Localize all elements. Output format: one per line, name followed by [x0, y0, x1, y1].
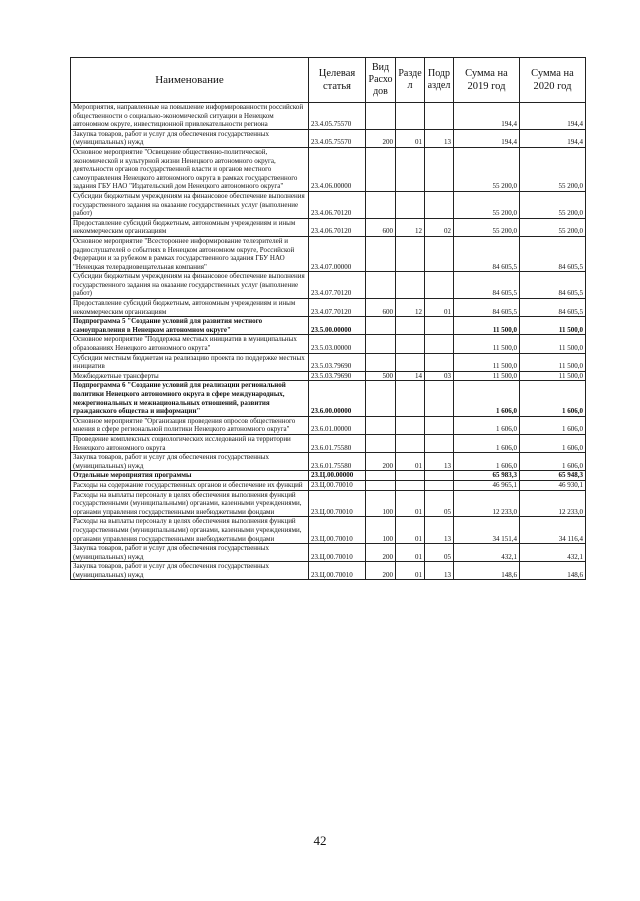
row-subsection [425, 381, 454, 416]
row-section: 01 [396, 562, 425, 580]
table-row [71, 317, 586, 335]
row-expense-kind: 100 [366, 517, 396, 544]
row-expense-kind: 200 [366, 453, 396, 471]
row-target-code: 23.Ц.00.70010 [309, 517, 366, 544]
row-name: Расходы на выплаты персоналу в целях обеспечения выполнения функций государственными (муниципальными) органами, казенными учреждениями, органами управления государственными внебюджетными фондами [71, 517, 309, 544]
row-subsection: 13 [425, 517, 454, 544]
row-name: Межбюджетные трансферты [71, 371, 309, 381]
row-subsection [425, 480, 454, 490]
row-expense-kind [366, 353, 396, 371]
row-section [396, 147, 425, 191]
row-name: Закупка товаров, работ и услуг для обеспечения государственных (муниципальных) нужд [71, 129, 309, 147]
row-sum-2020: 11 500,0 [520, 317, 586, 335]
row-subsection: 13 [425, 562, 454, 580]
row-section: 01 [396, 490, 425, 517]
row-sum-2020: 55 200,0 [520, 147, 586, 191]
row-sum-2019: 1 606,0 [454, 381, 520, 416]
row-sum-2020: 11 500,0 [520, 371, 586, 381]
row-name: Основное мероприятие "Поддержка местных инициатив в муниципальных образованиях Ненецкого автономного округа" [71, 335, 309, 353]
row-expense-kind [366, 381, 396, 416]
table-row [71, 562, 586, 580]
table-row [71, 371, 586, 381]
row-sum-2020: 34 116,4 [520, 517, 586, 544]
table-row [71, 236, 586, 271]
row-target-code: 23.5.00.00000 [309, 317, 366, 335]
row-sum-2019: 11 500,0 [454, 371, 520, 381]
row-target-code: 23.Ц.00.00000 [309, 471, 366, 481]
row-target-code: 23.Ц.00.70010 [309, 562, 366, 580]
row-sum-2019: 12 233,0 [454, 490, 520, 517]
row-sum-2019: 84 605,5 [454, 272, 520, 299]
row-section [396, 191, 425, 218]
header-kind: Вид Расхо дов [366, 58, 396, 103]
row-sum-2019: 194,4 [454, 129, 520, 147]
row-name: Предоставление субсидий бюджетным, автономным учреждениям и иным некоммерческим организациям [71, 299, 309, 317]
row-sum-2019: 46 965,1 [454, 480, 520, 490]
row-sum-2019: 11 500,0 [454, 335, 520, 353]
row-section [396, 236, 425, 271]
row-target-code: 23.5.03.00000 [309, 335, 366, 353]
row-sum-2020: 148,6 [520, 562, 586, 580]
row-sum-2019: 11 500,0 [454, 317, 520, 335]
row-name: Отдельные мероприятия программы [71, 471, 309, 481]
row-target-code: 23.5.03.79690 [309, 371, 366, 381]
row-section [396, 103, 425, 130]
row-name: Подпрограмма 6 "Создание условий для реализации региональной политики Ненецкого автономного округа в сфере международных, межрегиональных и межнациональных отношений, развития гражданского общества и информации" [71, 381, 309, 416]
row-subsection [425, 353, 454, 371]
table-row [71, 381, 586, 416]
row-section: 01 [396, 517, 425, 544]
row-section: 01 [396, 129, 425, 147]
header-subsection: Подр аздел [425, 58, 454, 103]
row-subsection [425, 236, 454, 271]
row-sum-2020: 432,1 [520, 544, 586, 562]
row-section [396, 381, 425, 416]
row-sum-2019: 1 606,0 [454, 416, 520, 434]
row-sum-2020: 65 948,3 [520, 471, 586, 481]
row-expense-kind: 200 [366, 129, 396, 147]
row-target-code: 23.4.07.00000 [309, 236, 366, 271]
row-sum-2019: 84 605,5 [454, 299, 520, 317]
row-target-code: 23.4.06.70120 [309, 191, 366, 218]
row-section [396, 471, 425, 481]
table-row [71, 129, 586, 147]
row-section [396, 480, 425, 490]
row-section [396, 335, 425, 353]
row-target-code: 23.5.03.79690 [309, 353, 366, 371]
row-target-code: 23.6.01.00000 [309, 416, 366, 434]
row-subsection [425, 471, 454, 481]
row-sum-2019: 1 606,0 [454, 453, 520, 471]
row-name: Расходы на выплаты персоналу в целях обеспечения выполнения функций государственными (муниципальными) органами, казенными учреждениями, органами управления государственными внебюджетными фондами [71, 490, 309, 517]
row-target-code: 23.6.01.75580 [309, 434, 366, 452]
row-name: Закупка товаров, работ и услуг для обеспечения государственных (муниципальных) нужд [71, 453, 309, 471]
row-subsection [425, 103, 454, 130]
row-sum-2019: 84 605,5 [454, 236, 520, 271]
row-sum-2019: 194,4 [454, 103, 520, 130]
row-sum-2019: 1 606,0 [454, 434, 520, 452]
row-expense-kind [366, 236, 396, 271]
row-section: 01 [396, 544, 425, 562]
row-sum-2020: 194,4 [520, 103, 586, 130]
row-subsection: 03 [425, 371, 454, 381]
row-target-code: 23.4.05.75570 [309, 103, 366, 130]
header-sum-2020: Сумма на 2020 год [520, 58, 586, 103]
row-expense-kind [366, 434, 396, 452]
row-target-code: 23.4.05.75570 [309, 129, 366, 147]
row-subsection: 05 [425, 490, 454, 517]
row-name: Основное мероприятие "Всестороннее информирование телезрителей и радиослушателей о событиях в Ненецком автономном округе, Российской Федерации и за рубежом в рамках государственного задания ГБУ НАО "Ненецкая телерадиовещательная компания" [71, 236, 309, 271]
row-sum-2019: 65 983,3 [454, 471, 520, 481]
row-sum-2020: 11 500,0 [520, 353, 586, 371]
row-sum-2020: 194,4 [520, 129, 586, 147]
row-sum-2020: 84 605,5 [520, 272, 586, 299]
row-sum-2019: 55 200,0 [454, 147, 520, 191]
row-target-code: 23.Ц.00.70010 [309, 544, 366, 562]
row-subsection: 13 [425, 453, 454, 471]
row-expense-kind: 600 [366, 218, 396, 236]
table-row [71, 453, 586, 471]
row-target-code: 23.Ц.00.70010 [309, 480, 366, 490]
row-section: 01 [396, 453, 425, 471]
table-row [71, 544, 586, 562]
row-section [396, 353, 425, 371]
row-name: Субсидии бюджетным учреждениям на финансовое обеспечение выполнения государственного задания на оказание государственных услуг (выполнение работ) [71, 191, 309, 218]
row-target-code: 23.4.07.70120 [309, 272, 366, 299]
row-name: Подпрограмма 5 "Создание условий для развития местного самоуправления в Ненецком автономном округе" [71, 317, 309, 335]
row-target-code: 23.4.07.70120 [309, 299, 366, 317]
row-target-code: 23.4.06.70120 [309, 218, 366, 236]
table-row [71, 147, 586, 191]
row-name: Субсидии бюджетным учреждениям на финансовое обеспечение выполнения государственного задания на оказание государственных услуг (выполнение работ) [71, 272, 309, 299]
row-name: Закупка товаров, работ и услуг для обеспечения государственных (муниципальных) нужд [71, 562, 309, 580]
row-subsection: 13 [425, 129, 454, 147]
table-row [71, 191, 586, 218]
row-sum-2019: 55 200,0 [454, 191, 520, 218]
row-name: Расходы на содержание государственных органов и обеспечение их функций [71, 480, 309, 490]
row-sum-2020: 46 930,1 [520, 480, 586, 490]
row-subsection: 01 [425, 299, 454, 317]
row-sum-2020: 1 606,0 [520, 381, 586, 416]
row-sum-2020: 1 606,0 [520, 416, 586, 434]
row-expense-kind [366, 272, 396, 299]
table-row [71, 335, 586, 353]
table-row [71, 218, 586, 236]
row-sum-2020: 12 233,0 [520, 490, 586, 517]
row-name: Субсидии местным бюджетам на реализацию проекта по поддержке местных инициатив [71, 353, 309, 371]
row-sum-2019: 432,1 [454, 544, 520, 562]
row-expense-kind [366, 335, 396, 353]
row-expense-kind: 100 [366, 490, 396, 517]
row-name: Основное мероприятие "Освещение общественно-политической, экономической и культурной жизни Ненецкого автономного округа, деятельности органов государственной власти и органов местного самоуправления Ненецкого автономного округа в рамках государственного задания ГБУ НАО "Издательский дом Ненецкого автономного округа" [71, 147, 309, 191]
budget-table [70, 57, 586, 580]
row-section: 14 [396, 371, 425, 381]
row-expense-kind: 500 [366, 371, 396, 381]
header-section: Разде л [396, 58, 425, 103]
table-row [71, 353, 586, 371]
row-subsection [425, 147, 454, 191]
row-target-code: 23.6.00.00000 [309, 381, 366, 416]
table-row [71, 480, 586, 490]
row-expense-kind [366, 147, 396, 191]
row-expense-kind: 200 [366, 562, 396, 580]
row-sum-2020: 55 200,0 [520, 191, 586, 218]
table-row [71, 416, 586, 434]
table-row [71, 517, 586, 544]
row-section: 12 [396, 218, 425, 236]
header-target: Целевая статья [309, 58, 366, 103]
row-subsection [425, 416, 454, 434]
row-sum-2020: 84 605,5 [520, 236, 586, 271]
row-name: Мероприятия, направленные на повышение информированности российской общественности о социально-экономической ситуации в Ненецком автономном округе, инвестиционной привлекательности региона [71, 103, 309, 130]
row-section [396, 272, 425, 299]
table-row [71, 490, 586, 517]
row-section [396, 317, 425, 335]
row-section [396, 416, 425, 434]
row-expense-kind [366, 103, 396, 130]
row-subsection: 05 [425, 544, 454, 562]
row-subsection [425, 434, 454, 452]
row-sum-2020: 1 606,0 [520, 453, 586, 471]
row-sum-2020: 11 500,0 [520, 335, 586, 353]
row-target-code: 23.4.06.00000 [309, 147, 366, 191]
table-header-row [71, 58, 586, 103]
row-sum-2019: 11 500,0 [454, 353, 520, 371]
row-sum-2019: 55 200,0 [454, 218, 520, 236]
row-subsection [425, 335, 454, 353]
row-sum-2019: 148,6 [454, 562, 520, 580]
row-target-code: 23.6.01.75580 [309, 453, 366, 471]
row-expense-kind [366, 416, 396, 434]
row-subsection: 02 [425, 218, 454, 236]
header-sum-2019: Сумма на 2019 год [454, 58, 520, 103]
row-sum-2020: 1 606,0 [520, 434, 586, 452]
row-subsection [425, 317, 454, 335]
table-row [71, 299, 586, 317]
header-name: Наименование [71, 58, 309, 103]
row-expense-kind [366, 191, 396, 218]
row-sum-2020: 84 605,5 [520, 299, 586, 317]
row-subsection [425, 191, 454, 218]
table-row [71, 103, 586, 130]
row-name: Основное мероприятие "Организация проведения опросов общественного мнения в сфере региональной политики Ненецкого автономного округа" [71, 416, 309, 434]
row-section [396, 434, 425, 452]
row-expense-kind [366, 317, 396, 335]
row-target-code: 23.Ц.00.70010 [309, 490, 366, 517]
row-section: 12 [396, 299, 425, 317]
row-expense-kind: 200 [366, 544, 396, 562]
table-row [71, 434, 586, 452]
row-name: Предоставление субсидий бюджетным, автономным учреждениям и иным некоммерческим организациям [71, 218, 309, 236]
row-name: Закупка товаров, работ и услуг для обеспечения государственных (муниципальных) нужд [71, 544, 309, 562]
row-expense-kind [366, 480, 396, 490]
table-row [71, 471, 586, 481]
row-expense-kind: 600 [366, 299, 396, 317]
row-subsection [425, 272, 454, 299]
row-expense-kind [366, 471, 396, 481]
page-number: 42 [313, 833, 327, 848]
row-sum-2019: 34 151,4 [454, 517, 520, 544]
row-sum-2020: 55 200,0 [520, 218, 586, 236]
table-row [71, 272, 586, 299]
table-body [71, 103, 586, 580]
row-name: Проведение комплексных социологических исследований на территории Ненецкого автономного округа [71, 434, 309, 452]
